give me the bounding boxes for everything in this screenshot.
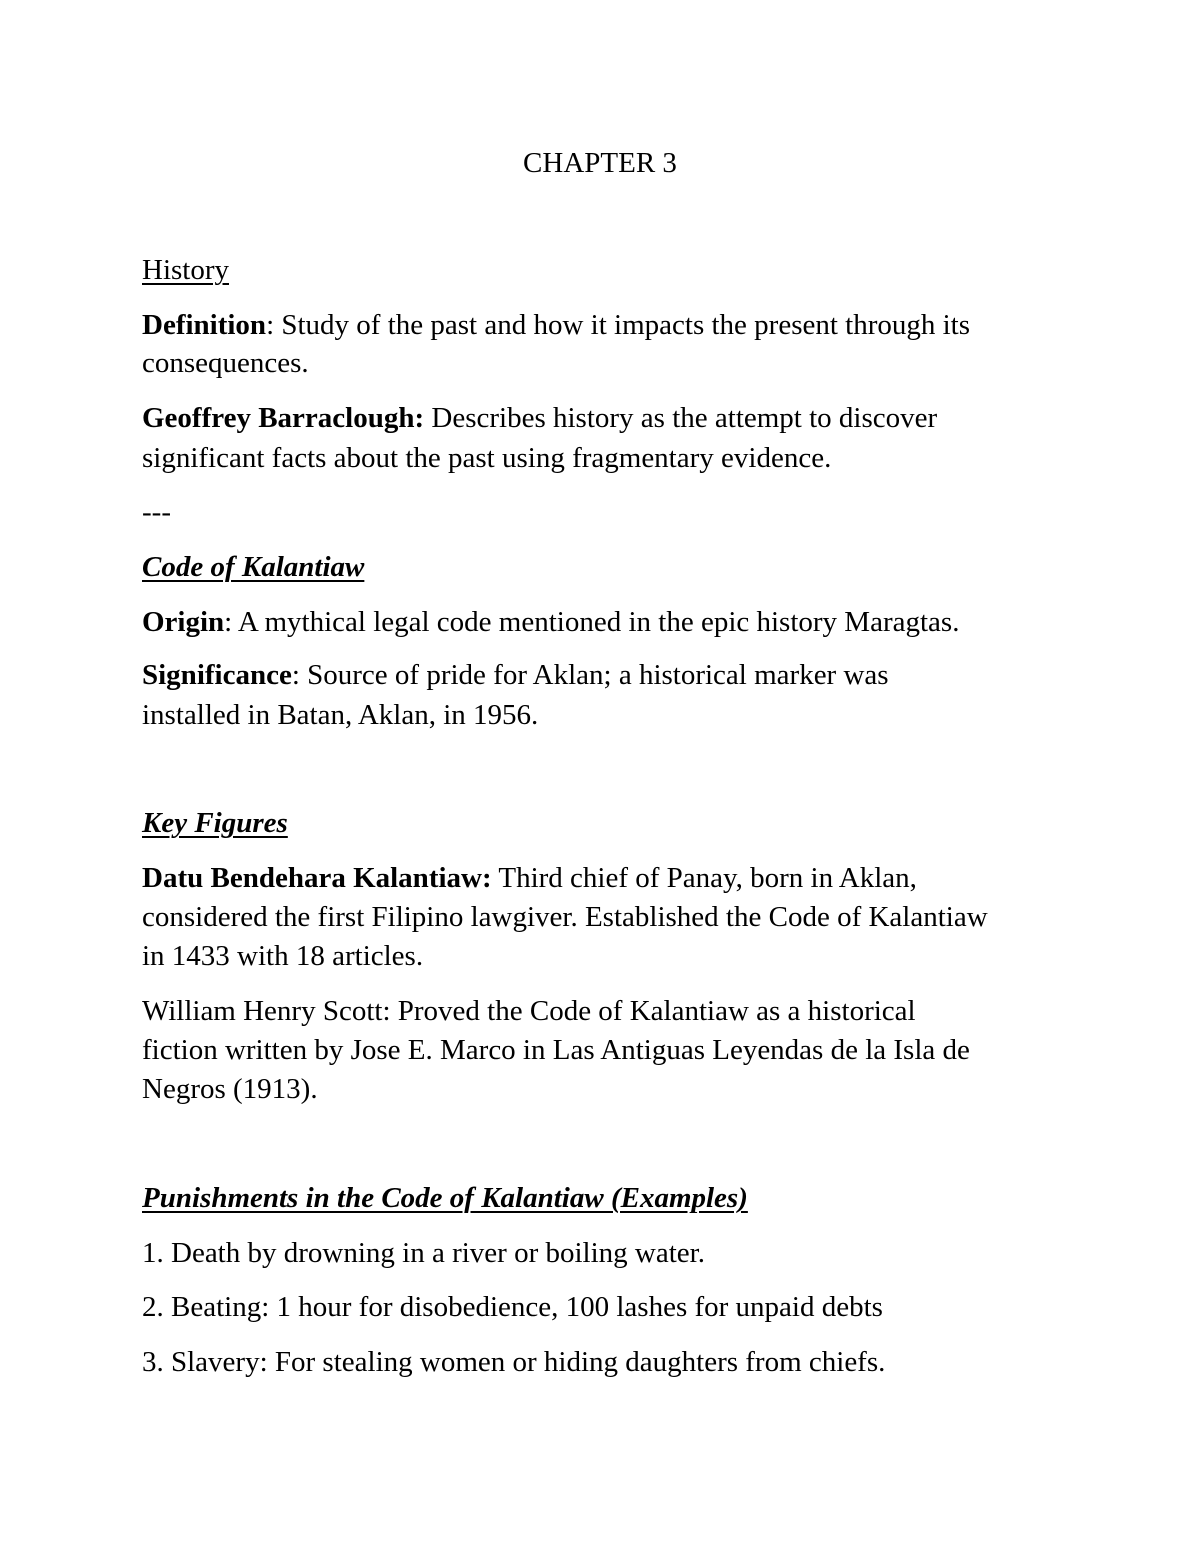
scott-text-3: Negros (1913). [142, 1073, 318, 1105]
origin-label: Origin [142, 606, 225, 638]
list-item: 1. Death by drowning in a river or boiling water. [142, 1237, 705, 1269]
barraclough-line-2 [142, 439, 831, 477]
scott-line-3 [142, 1070, 318, 1108]
definition-label: Definition [142, 309, 267, 341]
significance-label: Significance [142, 659, 292, 691]
code-heading-text: Code of Kalantiaw [142, 551, 365, 583]
punishments-heading [142, 1179, 748, 1217]
origin-text: : A mythical legal code mentioned in the epic history Maragtas. [224, 606, 960, 638]
definition-text-1: : Study of the past and how it impacts the present through its [266, 309, 971, 341]
datu-line-2 [142, 898, 988, 936]
significance-text-1: : Source of pride for Aklan; a historical marker was [291, 659, 889, 691]
code-heading [142, 548, 364, 586]
datu-text-1: Third chief of Panay, born in Aklan, [491, 862, 917, 894]
punishments-heading-text: Punishments in the Code of Kalantiaw (Examples) [142, 1182, 748, 1214]
list-item: 3. Slavery: For stealing women or hiding daughters from chiefs. [142, 1346, 886, 1378]
definition-line-1 [142, 306, 970, 344]
significance-line-1 [142, 656, 889, 694]
list-item: 2. Beating: 1 hour for disobedience, 100 lashes for unpaid debts [142, 1291, 883, 1323]
significance-line-2 [142, 696, 538, 734]
page-title: CHAPTER 3 [523, 147, 677, 179]
barraclough-text-1: Describes history as the attempt to discover [424, 402, 938, 434]
scott-line-1 [142, 992, 916, 1030]
datu-line-1 [142, 859, 917, 897]
datu-line-3 [142, 937, 423, 975]
history-heading-text: History [142, 254, 229, 286]
key-figures-heading [142, 804, 288, 842]
datu-label: Datu Bendehara Kalantiaw: [142, 862, 492, 894]
scott-text-1: William Henry Scott: Proved the Code of Kalantiaw as a historical [142, 995, 916, 1027]
barraclough-text-2: significant facts about the past using fragmentary evidence. [142, 442, 832, 474]
barraclough-label: Geoffrey Barraclough: [142, 402, 425, 434]
datu-text-3: in 1433 with 18 articles. [142, 940, 424, 972]
barraclough-line-1 [142, 399, 937, 437]
origin-line [142, 603, 959, 641]
definition-line-2 [142, 344, 309, 382]
scott-text-2: fiction written by Jose E. Marco in Las Antiguas Leyendas de la Isla de [142, 1034, 970, 1066]
key-figures-heading-text: Key Figures [142, 807, 288, 839]
significance-text-2: installed in Batan, Aklan, in 1956. [142, 699, 539, 731]
history-heading [142, 251, 229, 289]
scott-line-2 [142, 1031, 970, 1069]
datu-text-2: considered the first Filipino lawgiver. Established the Code of Kalantiaw [142, 901, 988, 933]
separator: --- [142, 496, 171, 528]
definition-text-2: consequences. [142, 347, 309, 379]
